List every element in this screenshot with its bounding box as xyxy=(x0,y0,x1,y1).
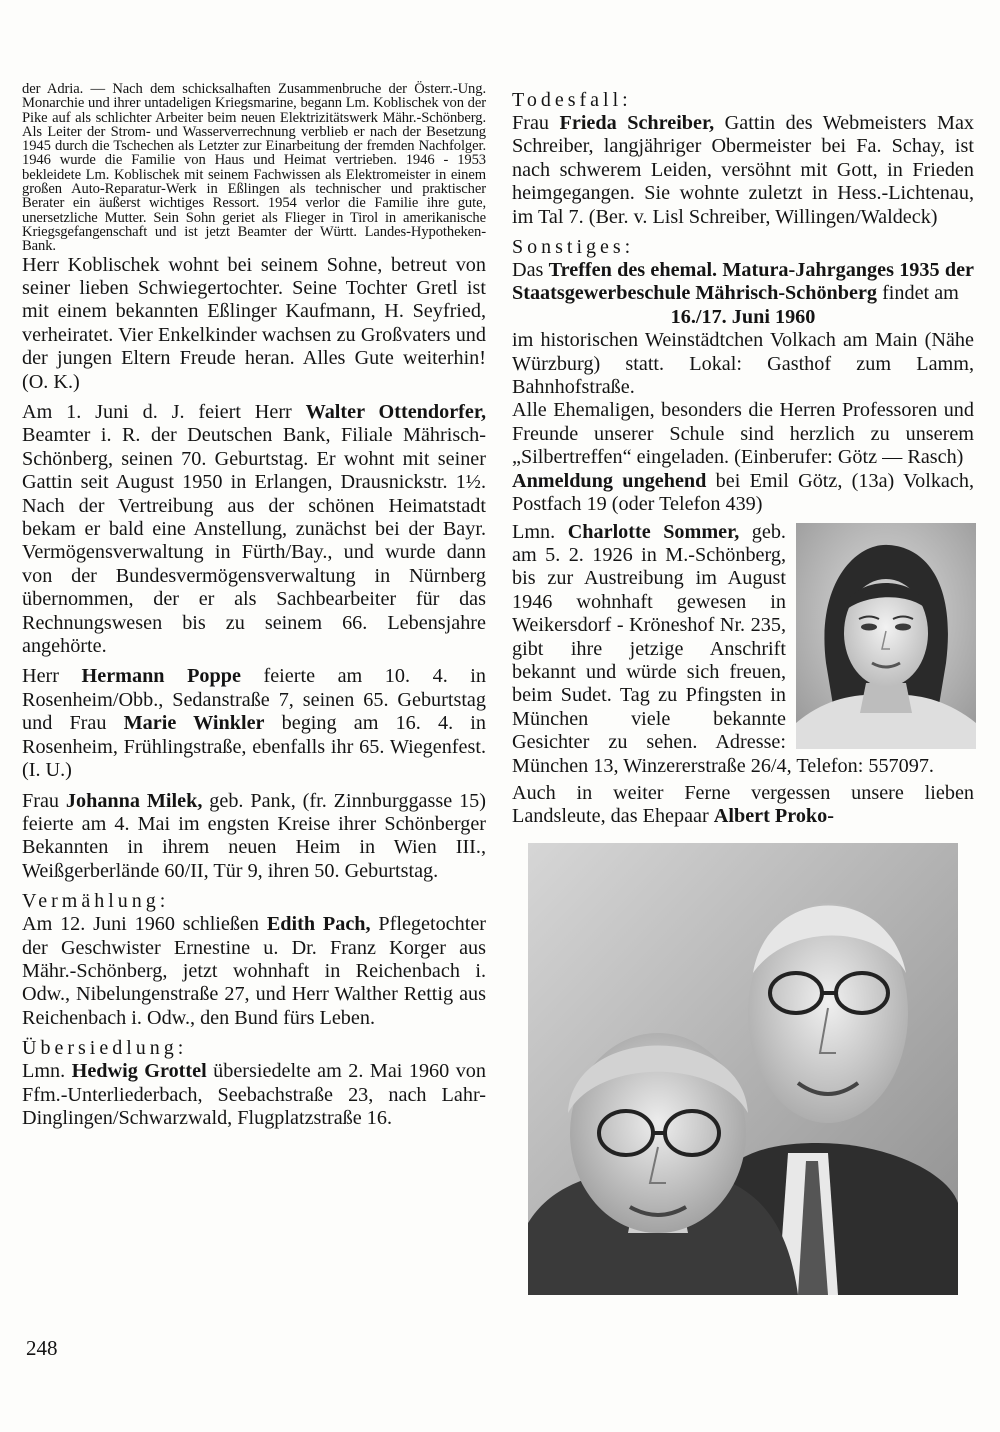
schreiber-obituary: Frau Frieda Schreiber, Gattin des Webmeisters Max Schreiber, langjähriger Obermeister bei Fa. Schay, ist nach schwerem Leiden, versöhnt mit Gott, in Frieden heimgegangen. Sie wohnte zuletzt in Hess.-Lichtenau, im Tal 7. (Ber. v. Lisl Schreiber, Willingen/Waldeck) xyxy=(512,112,974,228)
milek-birthday: Frau Johanna Milek, geb. Pank, (fr. Zinnburggasse 15) feierte am 4. Mai im engsten Kreise ihrer Schönberger Bekannten in ihrem neuen Heim in Wien III., Weißgerberlände 60/II, Tür 9, ihren 50. Geburtstag. xyxy=(22,789,486,882)
name-grottel: Hedwig Grottel xyxy=(71,1060,207,1083)
koblischek-family: Herr Koblischek wohnt bei seinem Sohne, betreut von seiner lieben Schwiegertochter. Seine Tochter Gretl ist mit einem bekannten Eßlinger Kaufmann, H. Seyfried, verheiratet. Vier Enkelkinder wachsen zu Großvaters und der jungen Eltern Freude heran. Alles Gute weiterhin! (O. K.) xyxy=(22,253,486,393)
couple-photo-icon xyxy=(528,843,958,1295)
treffen-registration: Anmeldung ungehend bei Emil Götz, (13a) Volkach, Postfach 19 (oder Telefon 439) xyxy=(512,469,974,516)
treffen-title: Treffen des ehemal. Matura-Jahrganges 1935 der Staatsgewerbeschule Mährisch-Schönberg xyxy=(512,259,974,305)
couple-photo xyxy=(528,843,958,1295)
heading-vermaehlung: Vermählung: xyxy=(22,890,170,913)
right-column xyxy=(512,82,974,1295)
page-number: 248 xyxy=(26,1336,58,1360)
ottendorfer-birthday: Am 1. Juni d. J. feiert Herr Walter Ottendorfer, Beamter i. R. der Deutschen Bank, Filiale Mährisch-Schönberg, seinen 70. Geburtstag. Er wohnt mit seiner Gattin seit August 1950 in Erlangen, Drausnickstr. 1½. Nach der Vertreibung aus der schönen Heimatstadt bekam er bald eine Anstellung, zunächst bei der Bayr. Vermögensverwaltung in Fürth/Bay., und wurde dann von der Bundesvermögensverwaltung in Nürnberg übernommen, der er als Sachbearbeiter für das Rechnungswesen bis zu seinem 66. Lebensjahre angehörte. xyxy=(22,401,486,658)
koblischek-biography: der Adria. — Nach dem schicksalhaften Zusammenbruche der Österr.-Ung. Monarchie und ihrer untadeligen Kriegsmarine, begann Lm. Koblischek von der Pike auf als schlichter Arbeiter beim neuen Elektrizitätswerk Mähr.-Schönberg. Als Leiter der Strom- und Wasserverrechnung verblieb er nach der Besetzung 1945 durch die Tschechen als Letzter zur Einarbeitung der fremden Nachfolger. 1946 wurde die Familie von Haus und Heimat vertrieben. 1946 - 1953 bekleidete Lm. Koblischek mit seinem Fachwissen als Elektromeister in einem großen Auto-Reparatur-Werk in Eßlingen als technischer und praktischer Berater ein äußerst wichtiges Ressort. 1954 verlor die Familie ihre gute, unersetzliche Mutter. Sein Sohn geriet als Flieger in Tirol in amerikanische Kriegsgefangenschaft und ist jetzt Beamter der Württ. Landes-Hypotheken-Bank. xyxy=(22,81,486,255)
name-sommer: Charlotte Sommer, xyxy=(567,520,740,543)
portrait-woman-icon xyxy=(796,523,976,749)
sommer-block xyxy=(512,521,974,778)
treffen-location: im historischen Weinstädtchen Volkach am Main (Nähe Würzburg) statt. Lokal: Gasthof zum Lamm, Bahnhofstraße. xyxy=(512,329,974,399)
portrait-photo-woman xyxy=(796,523,976,749)
prokop-notice: Auch in weiter Ferne vergessen unsere lieben Landsleute, das Ehepaar Albert Proko- xyxy=(512,781,974,828)
heading-sonstiges: Sonstiges: xyxy=(512,236,635,259)
treffen-intro: Das Treffen des ehemal. Matura-Jahrganges 1935 der Staatsgewerbeschule Mährisch-Schönberg findet am xyxy=(512,259,974,305)
treffen-invitation: Alle Ehemaligen, besonders die Herren Professoren und Freunde unserer Schule sind herzlich zu unserem „Silbertreffen“ eingeladen. (Einberufer: Götz — Rasch) xyxy=(512,399,974,469)
grottel-relocation: Lmn. Hedwig Grottel übersiedelte am 2. Mai 1960 von Ffm.-Unterliederbach, Seebachstraße 23, nach Lahr-Dinglingen/Schwarzwald, Flugplatzstraße 16. xyxy=(22,1060,486,1129)
name-prokop: Albert Proko- xyxy=(713,805,834,828)
sommer-address: Adresse: München 13, Winzererstraße 26/4, Telefon: 557097. xyxy=(512,731,934,777)
treffen-date: 16./17. Juni 1960 xyxy=(670,305,816,328)
pach-wedding: Am 12. Juni 1960 schließen Edith Pach, Pflegetochter der Geschwister Ernestine u. Dr. Franz Korger aus Mähr.-Schönberg, jetzt wohnhaft in Reichenbach i. Odw., Nibelungenstraße 27, und Herr Walther Rettig aus Reichenbach i. Odw., den Bund fürs Leben. xyxy=(22,913,487,1029)
name-pach: Edith Pach, xyxy=(266,913,371,936)
poppe-winkler-birthdays: Herr Hermann Poppe feierte am 10. 4. in Rosenheim/Obb., Sedanstraße 7, seinen 65. Geburtstag und Frau Marie Winkler beging am 16. 4. in Rosenheim, Frühlingstraße, ebenfalls ihr 65. Wiegenfest. (I. U.) xyxy=(22,665,486,782)
name-milek: Johanna Milek, xyxy=(65,789,203,812)
left-column xyxy=(22,82,486,1130)
name-schreiber: Frieda Schreiber, xyxy=(559,112,715,134)
anmeldung-label: Anmeldung ungehend xyxy=(512,469,707,492)
name-winkler: Marie Winkler xyxy=(123,712,265,735)
name-poppe: Hermann Poppe xyxy=(81,665,241,688)
heading-uebersiedlung: Übersiedlung: xyxy=(22,1037,188,1060)
name-ottendorfer: Walter Ottendorfer, xyxy=(305,401,486,423)
sommer-notice: Lmn. Charlotte Sommer, geb. am 5. 2. 1926 in M.-Schönberg, bis zur Austreibung im August 1946 wohnhaft gewesen in Weikersdorf - Kröneshof Nr. 235, gibt ihre jetzige Anschrift bekannt und würde sich freuen, beim Sudet. Tag zu Pfingsten in München viele bekannte Gesichter zu sehen. Adresse: München 13, Winzererstraße 26/4, Telefon: 557097. xyxy=(512,520,934,777)
heading-todesfall: Todesfall: xyxy=(512,89,632,111)
